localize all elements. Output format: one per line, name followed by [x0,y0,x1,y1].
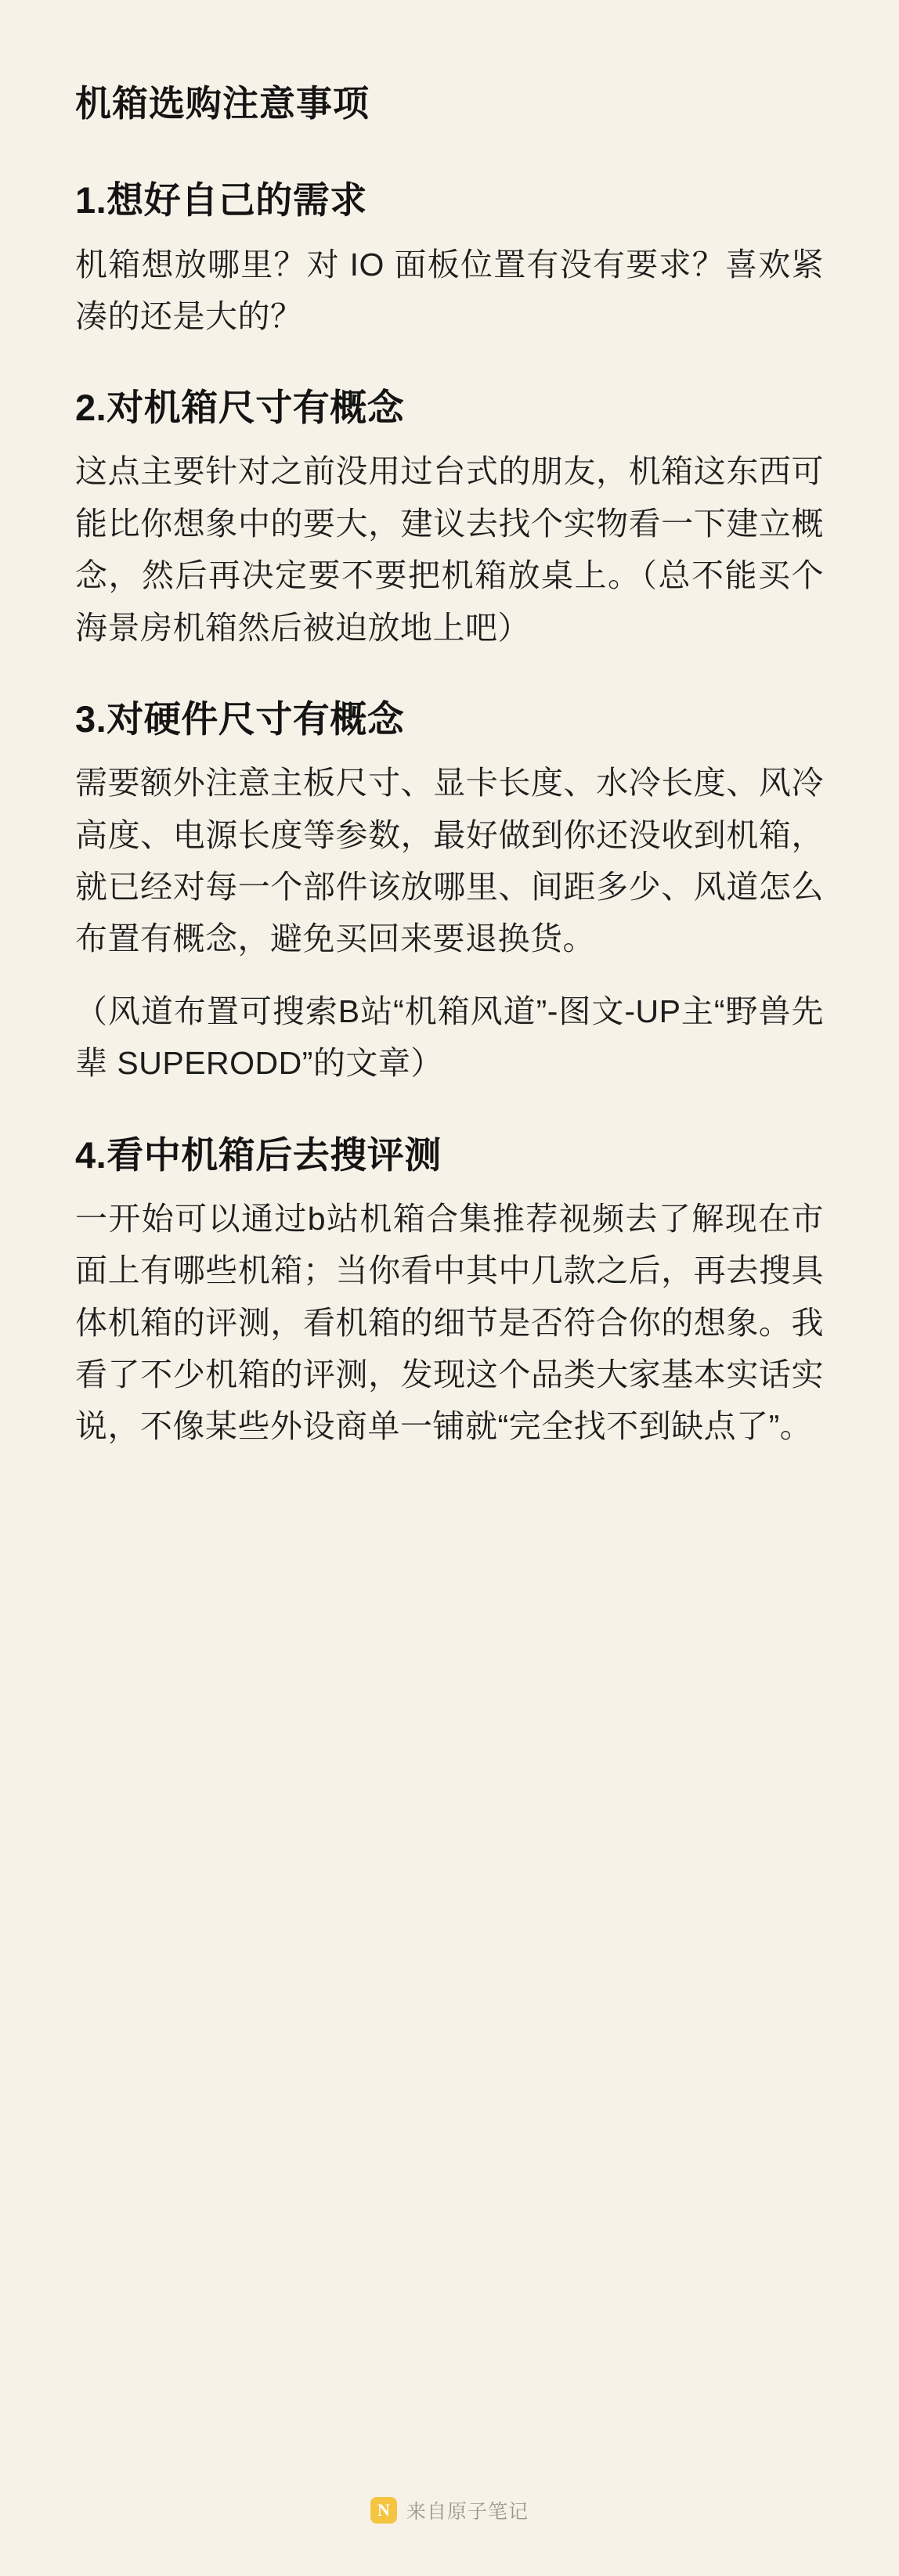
section-2-body: 这点主要针对之前没用过台式的朋友，机箱这东西可能比你想象中的要大，建议去找个实物看一下建立概念，然后再决定要不要把机箱放桌上。（总不能买个海景房机箱然后被迫放地上吧） [75,453,824,646]
section-2-heading: 2.对机箱尺寸有概念 [75,387,405,429]
page-title: 机箱选购注意事项 [75,83,370,124]
section-3-body: 需要额外注意主板尺寸、显卡长度、水冷长度、风冷高度、电源长度等参数，最好做到你还没收到机箱，就已经对每一个部件该放哪里、间距多少、风道怎么布置有概念，避免买回来要退换货。 [75,765,824,957]
footer-attribution [75,2473,824,2545]
section-2 [75,381,824,685]
section-3-heading: 3.对硬件尺寸有概念 [75,698,405,740]
section-1-body: 机箱想放哪里？对 IO 面板位置有没有要求？喜欢紧凑的还是大的？ [75,246,824,334]
layout-spacer [75,1492,824,2473]
section-4-body: 一开始可以通过b站机箱合集推荐视频去了解现在市面上有哪些机箱；当你看中其中几款之后，再去搜具体机箱的评测，看机箱的细节是否符合你的想象。我看了不少机箱的评测，发现这个品类大家基本实话实说，不像某些外设商单一铺就“完全找不到缺点了”。 [75,1200,824,1445]
section-4 [75,1129,824,1484]
section-1 [75,174,824,373]
section-1-heading: 1.想好自己的需求 [75,179,367,222]
section-4-heading: 4.看中机箱后去搜评测 [75,1133,442,1176]
footer-text: 来自原子笔记 [406,2501,529,2523]
notes-app-logo-icon: N [370,2497,397,2524]
section-3 [75,693,824,1121]
section-3-body-extra: （风道布置可搜索B站“机箱风道”-图文-UP主“野兽先辈 SUPERODD”的文章） [75,993,824,1082]
